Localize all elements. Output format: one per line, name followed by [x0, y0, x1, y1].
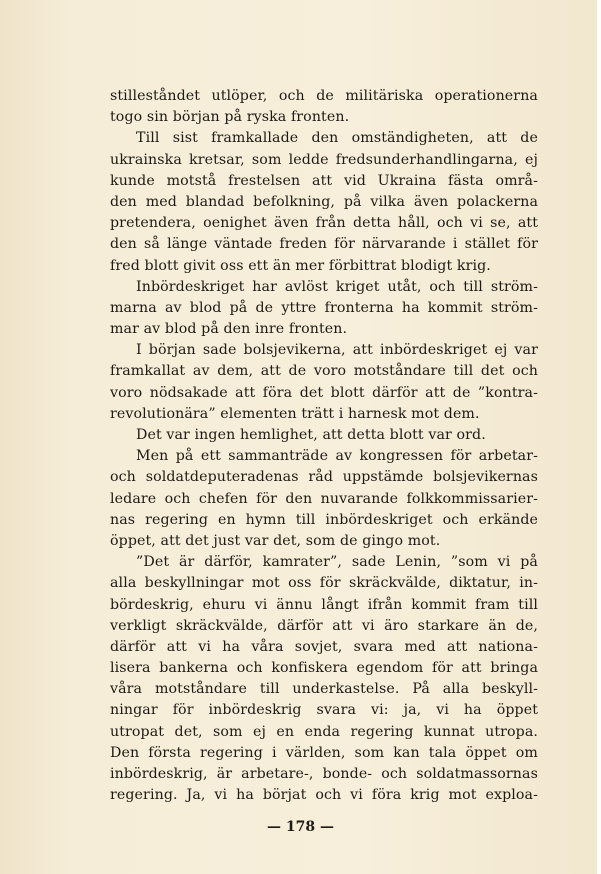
text-line: pretendera, oenighet även från detta håll, och vi se, att [110, 215, 538, 232]
text-line: stilleståndet utlöper, och de militäriska operationerna [110, 88, 538, 104]
text-line: verkligt skräckvälde, därför att vi äro starkare än de, [110, 617, 538, 634]
text-line: I början sade bolsjevikerna, att inbördeskriget ej var [136, 342, 538, 359]
text-line: öppet, att det just var det, som de gingo mot. [110, 532, 441, 549]
text-line: den så länge väntade freden för närvarande i stället för [110, 236, 538, 253]
text-line: voro nödsakade att föra det blott därför att de ”kontra- [110, 384, 538, 401]
page-number: — 178 — [267, 819, 334, 835]
text-line: ”Det är därför, kamrater”, sade Lenin, ”som vi på [136, 554, 538, 571]
text-line: togo sin början på ryska fronten. [110, 109, 350, 126]
text-line: våra motståndare till underkastelse. På alla beskyll- [110, 681, 538, 698]
text-line: regering. Ja, vi ha börjat och vi föra krig mot exploa- [110, 787, 538, 804]
body-text [110, 86, 538, 806]
text-line: ningar för inbördeskrig svara vi: ja, vi ha öppet [110, 702, 538, 719]
page-edge [597, 0, 601, 874]
text-line: fred blott givit oss ett än mer förbittrat blodigt krig. [110, 257, 491, 274]
text-line: Inbördeskriget har avlöst kriget utåt, och till ström- [136, 278, 538, 295]
text-line: utropat det, som ej en enda regering kunnat utropa. [110, 723, 538, 740]
text-line: Den första regering i världen, som kan tala öppet om [110, 744, 538, 761]
text-line: ledare och chefen för den nuvarande folkkommissarier- [110, 490, 538, 507]
text-line: inbördeskrig, är arbetare-, bonde- och soldatmassornas [110, 766, 538, 782]
text-line: ukrainska kretsar, som ledde fredsunderhandlingarna, ej [110, 151, 538, 168]
text-line: framkallat av dem, att de voro motståndare till det och [110, 363, 538, 380]
text-line: lisera bankerna och konfiskera egendom för att bringa [110, 660, 538, 677]
text-line: Till sist framkallade den omständigheten, att de [136, 130, 538, 147]
text-line: kunde motstå frestelsen att vid Ukraina fästa områ- [110, 172, 538, 189]
text-line: revolutionära” elementen trätt i harnesk mot dem. [110, 405, 480, 422]
text-line: nas regering en hymn till inbördeskriget och erkände [110, 511, 538, 528]
text-line: mar av blod på den inre fronten. [110, 321, 348, 338]
text-line: bördeskrig, ehuru vi ännu långt ifrån kommit fram till [110, 596, 538, 613]
text-line: Det var ingen hemlighet, att detta blott var ord. [136, 427, 486, 443]
text-line: Men på ett sammanträde av kongressen för arbetar- [136, 448, 538, 465]
text-line: alla beskyllningar mot oss för skräckvälde, diktatur, in- [110, 575, 538, 592]
text-line: och soldatdeputeradenas råd uppstämde bolsjevikernas [110, 469, 538, 486]
text-line: marna av blod på de yttre fronterna ha kommit ström- [110, 299, 538, 316]
text-line: den med blandad befolkning, på vilka även polackerna [110, 193, 538, 210]
text-line: därför att vi ha våra sovjet, svara med att nationa- [110, 638, 538, 655]
